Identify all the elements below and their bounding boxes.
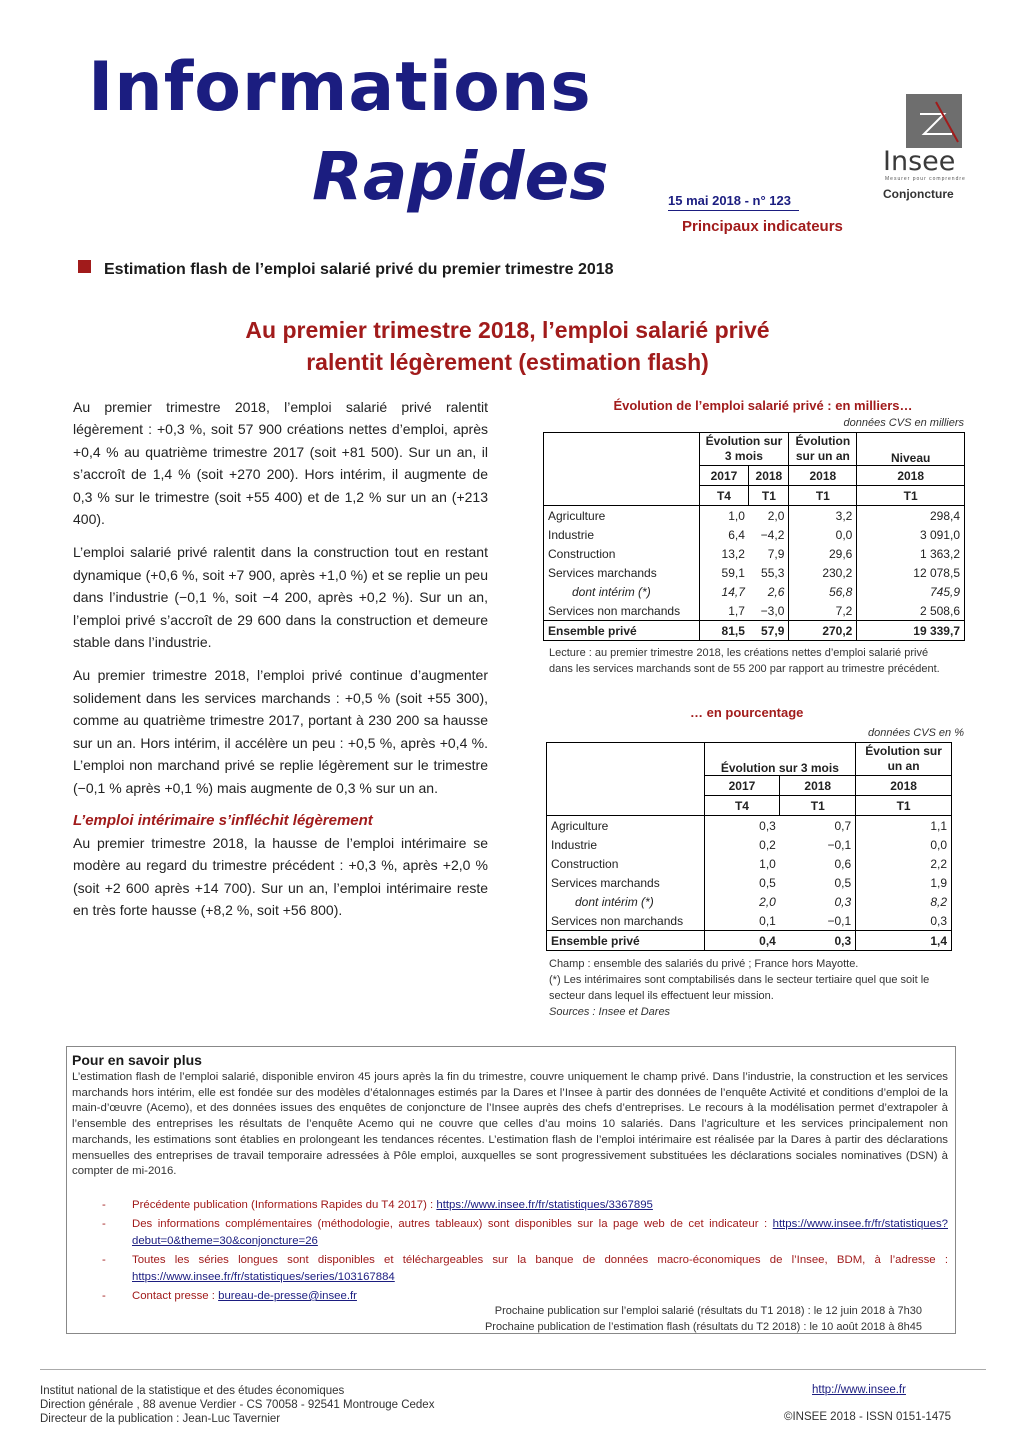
list-item xyxy=(102,1197,948,1214)
table1-header-level: Niveau xyxy=(857,433,965,466)
table-cell: 2,0 xyxy=(759,894,776,909)
table1-year: 2018 xyxy=(789,466,857,486)
table1-quarter: T1 xyxy=(857,486,965,506)
table-cell: 3,2 xyxy=(789,506,857,526)
table-row xyxy=(547,816,952,836)
more-info-text: L’estimation flash de l’emploi salarié, disponible environ 45 jours après la fin du trimestre, couvre uniquement le champ privé. Dans l’industrie, la construction et les services marchands hors intérim, elle est fondée sur des modèles d’étalonnages estimés par la Dares et l’Insee à partir des données de l’enquête Activité et conditions d’emploi de la main-d’œuvre (Acemo), et des données issues des enquêtes de conjoncture de l’Insee auprès des chefs d’entreprises. Le recours à la modélisation permet d’extrapoler à l’ensemble des entreprises les résultats de l’enquête Acemo qui ne couvre que celles d’au moins 10 salariés. Dans l’agriculture et les services principalement non marchands, les estimations sont établies en prolongeant les tendances récentes. L’estimation flash de l’emploi intérimaire est réalisée par la Dares à partir des déclarations mensuelles des entreprises de travail temporaire adressées à Pôle emploi, auxquelles se sont progressivement substituées les déclarations sociales nominatives (DSN) à compter de mi-2016. xyxy=(72,1071,948,1178)
table-cell: 0,5 xyxy=(780,873,856,892)
footer-address xyxy=(40,1384,434,1426)
table-cell: 298,4 xyxy=(929,508,960,523)
table-cell: 0,3 xyxy=(930,913,947,928)
brand-title-rapides: Rapides xyxy=(312,138,609,215)
row-label: Agriculture xyxy=(544,506,700,526)
table-cell: 0,3 xyxy=(780,931,856,951)
table2-header-year: Évolution sur un an xyxy=(856,743,952,776)
row-label: Services non marchands xyxy=(547,911,705,931)
table-cell: 55,3 xyxy=(749,563,789,582)
table-cell: 1,0 xyxy=(728,508,745,523)
table-cell: 8,2 xyxy=(930,894,947,909)
row-label: Ensemble privé xyxy=(544,621,700,641)
table-cell: 7,2 xyxy=(789,601,857,621)
table1-title: Évolution de l’emploi salarié privé : en milliers… xyxy=(613,398,913,413)
table2-title: … en pourcentage xyxy=(690,705,804,720)
table-row xyxy=(547,892,952,911)
section-heading-interim: L’emploi intérimaire s’infléchit légèrement xyxy=(73,811,373,829)
insee-logo-icon xyxy=(906,94,962,148)
table2-year: 2018 xyxy=(856,776,952,796)
table-cell: 3 091,0 xyxy=(919,527,960,542)
table-cell: 2,2 xyxy=(930,856,947,871)
headline-line-2: ralentit légèrement (estimation flash) xyxy=(306,349,709,375)
table2-year: 2018 xyxy=(780,776,856,796)
table-row xyxy=(544,544,965,563)
table-cell: 29,6 xyxy=(789,544,857,563)
table-cell: 0,0 xyxy=(930,837,947,852)
footer-divider xyxy=(40,1369,986,1370)
subtitle-bullet-icon xyxy=(78,260,91,273)
table-row-total xyxy=(547,931,952,951)
bdm-series-link[interactable]: https://www.insee.fr/fr/statistiques/series/103167884 xyxy=(132,1271,395,1283)
table-cell: −0,1 xyxy=(780,835,856,854)
row-label: Services non marchands xyxy=(544,601,700,621)
row-label: Services marchands xyxy=(547,873,705,892)
link-description: Toutes les séries longues sont disponibles et téléchargeables sur la banque de données macro-économiques de l’Insee, BDM, à l’adresse : xyxy=(132,1254,948,1266)
insee-logo-tagline: Mesurer pour comprendre xyxy=(885,176,966,182)
footer-website-link[interactable]: http://www.insee.fr xyxy=(812,1384,906,1396)
list-item xyxy=(102,1288,948,1305)
table1-units: données CVS en milliers xyxy=(843,417,964,429)
table-cell: 19 339,7 xyxy=(913,623,960,638)
table-employment-thousands xyxy=(543,432,965,641)
body-paragraph-3: Au premier trimestre 2018, l’emploi privé continue d’augmenter solidement dans les services marchands : +0,5 % (soit +55 300), comme au quatrième trimestre 2017, portant à 230 200 sa hausse sur un an. Hors intérim, il accélère un peu : +0,5 %, après +0,4 %. L’emploi non marchand privé se replie légèrement sur le trimestre (−0,1 % après +0,1 %) mais augmente de 0,3 % sur un an. xyxy=(73,667,488,796)
table1-header-3months: Évolution sur 3 mois xyxy=(699,433,789,466)
table-cell: −4,2 xyxy=(749,525,789,544)
headline xyxy=(150,314,865,378)
table-cell: 0,3 xyxy=(759,818,776,833)
table2-notes xyxy=(549,956,961,1020)
table-cell: 1,1 xyxy=(930,818,947,833)
table-row xyxy=(547,911,952,931)
table-cell: 1,0 xyxy=(759,856,776,871)
next-publication-flash: Prochaine publication de l’estimation flash (résultats du T2 2018) : le 10 août 2018 à 8h45 xyxy=(484,1321,922,1333)
table-cell: 0,7 xyxy=(780,816,856,836)
publication-subtitle: Estimation flash de l’emploi salarié privé du premier trimestre 2018 xyxy=(104,261,614,278)
table-cell: 745,9 xyxy=(929,584,960,599)
row-label: Construction xyxy=(547,854,705,873)
next-publication-salaried: Prochaine publication sur l’emploi salarié (résultats du T1 2018) : le 12 juin 2018 à 7h30 xyxy=(494,1305,922,1317)
table-cell: 2 508,6 xyxy=(919,603,960,618)
table-row xyxy=(544,563,965,582)
table-row xyxy=(547,873,952,892)
table-cell: 57,9 xyxy=(749,621,789,641)
table1-year: 2017 xyxy=(699,466,749,486)
table-cell: 270,2 xyxy=(789,621,857,641)
table2-quarter: T4 xyxy=(704,796,780,816)
body-paragraph-1: Au premier trimestre 2018, l’emploi salarié privé ralentit légèrement : +0,3 %, soit 57 900 créations nettes d’emploi, après +0,4 % au quatrième trimestre 2017 (soit +81 500). Sur un an, il s’accroît de 1,4 % (soit +270 200). Hors intérim, il augmente de 0,3 % sur le trimestre (soit +55 400) et de 1,2 % sur un an (+213 400). xyxy=(73,399,488,528)
table2-header-3months: Évolution sur 3 mois xyxy=(704,743,856,776)
table-cell: 2,0 xyxy=(749,506,789,526)
row-label: dont intérim (*) xyxy=(544,582,700,601)
table-cell: 0,1 xyxy=(759,913,776,928)
body-paragraph-2: L’emploi salarié privé ralentit dans la construction tout en restant dynamique (+0,6 %, soit +7 900, après +1,0 %) et se replie un peu dans l’industrie (−0,1 %, soit −4 200, après +0,2 %). Sur un an, l’emploi privé s’accroît de 29 600 dans la construction et demeure stable dans l’industrie. xyxy=(73,544,488,651)
body-paragraph-4: Au premier trimestre 2018, la hausse de l’emploi intérimaire se modère au regard du trimestre précédent : +0,3 %, après +2,0 % (soit +2 600 après +14 700). Sur un an, l’emploi intérimaire reste en très forte hausse (+8,2 %, soit +56 800). xyxy=(73,834,488,919)
table2-quarter: T1 xyxy=(780,796,856,816)
indicator-page-link[interactable]: https://www.insee.fr/fr/statistiques?debut=0&theme=30&conjoncture=26 xyxy=(132,1218,948,1247)
press-contact-link[interactable]: bureau-de-presse@insee.fr xyxy=(218,1290,357,1302)
table-row xyxy=(544,506,965,526)
table-cell: 6,4 xyxy=(728,527,745,542)
table-cell: 0,4 xyxy=(759,933,776,948)
table-cell: 0,3 xyxy=(780,892,856,911)
row-label: Agriculture xyxy=(547,816,705,836)
previous-publication-link[interactable]: https://www.insee.fr/fr/statistiques/3367895 xyxy=(436,1199,653,1211)
table-cell: −0,1 xyxy=(780,911,856,931)
table-cell: 14,7 xyxy=(721,584,745,599)
footer-direction: Direction générale , 88 avenue Verdier - CS 70058 - 92541 Montrouge Cedex xyxy=(40,1399,435,1411)
table-cell: 59,1 xyxy=(721,565,745,580)
list-item xyxy=(102,1216,948,1250)
table-cell: 1,9 xyxy=(930,875,947,890)
table1-quarter: T4 xyxy=(699,486,749,506)
table-cell: −3,0 xyxy=(749,601,789,621)
row-label: Industrie xyxy=(544,525,700,544)
headline-line-1: Au premier trimestre 2018, l’emploi salarié privé xyxy=(245,317,770,343)
table-cell: 230,2 xyxy=(789,563,857,582)
table-row xyxy=(544,582,965,601)
table-cell: 81,5 xyxy=(721,623,745,638)
row-label: dont intérim (*) xyxy=(547,892,705,911)
table-cell: 56,8 xyxy=(789,582,857,601)
publication-date: 15 mai 2018 - n° 123 xyxy=(668,193,791,208)
row-label: Industrie xyxy=(547,835,705,854)
table1-quarter: T1 xyxy=(749,486,789,506)
table1-reading-note: Lecture : au premier trimestre 2018, les créations nettes d’emploi salarié privé dans les services marchands sont de 55 200 par rapport au trimestre précédent. xyxy=(549,647,940,675)
link-description: Précédente publication (Informations Rapides du T4 2017) : xyxy=(132,1199,437,1211)
table-row-total xyxy=(544,621,965,641)
table2-champ: Champ : ensemble des salariés du privé ; France hors Mayotte. xyxy=(549,958,859,970)
section-label: Principaux indicateurs xyxy=(682,218,843,235)
row-label: Services marchands xyxy=(544,563,700,582)
table2-interim-note: (*) Les intérimaires sont comptabilisés dans le secteur tertiaire quel que soit le secteur dans lequel ils effectuent leur mission. xyxy=(549,974,930,1002)
more-info-links xyxy=(102,1197,948,1307)
table-cell: 7,9 xyxy=(749,544,789,563)
table-cell: 0,5 xyxy=(759,875,776,890)
brand-title-informations: Informations xyxy=(88,48,592,127)
table-row xyxy=(547,854,952,873)
table-row xyxy=(547,835,952,854)
row-label: Ensemble privé xyxy=(547,931,705,951)
table-cell: 2,6 xyxy=(749,582,789,601)
table-cell: 12 078,5 xyxy=(913,565,960,580)
table2-quarter: T1 xyxy=(856,796,952,816)
insee-logo-series: Conjoncture xyxy=(883,187,954,201)
link-description: Contact presse : xyxy=(132,1290,219,1302)
table-cell: 13,2 xyxy=(721,546,745,561)
table-cell: 0,2 xyxy=(759,837,776,852)
table-cell: 1,4 xyxy=(930,933,947,948)
table1-quarter: T1 xyxy=(789,486,857,506)
more-info-title: Pour en savoir plus xyxy=(72,1052,202,1068)
footer-director: Directeur de la publication : Jean-Luc Tavernier xyxy=(40,1413,281,1425)
table-cell: 1 363,2 xyxy=(919,546,960,561)
table-cell: 0,0 xyxy=(789,525,857,544)
table1-year: 2018 xyxy=(749,466,789,486)
footer-institute: Institut national de la statistique et des études économiques xyxy=(40,1385,345,1397)
list-item xyxy=(102,1252,948,1286)
body-text xyxy=(73,396,488,933)
table-cell: 1,7 xyxy=(728,603,745,618)
table-row xyxy=(544,601,965,621)
table2-units: données CVS en % xyxy=(867,727,964,739)
link-description: Des informations complémentaires (méthodologie, autres tableaux) sont disponibles sur la page web de cet indicateur : xyxy=(132,1218,773,1230)
insee-logo-name: Insee xyxy=(883,146,956,177)
row-label: Construction xyxy=(544,544,700,563)
table1-header-year: Évolution sur un an xyxy=(789,433,857,466)
table1-year: 2018 xyxy=(857,466,965,486)
table2-sources: Sources : Insee et Dares xyxy=(549,1006,671,1018)
table-employment-percent xyxy=(546,742,952,951)
footer-copyright: ©INSEE 2018 - ISSN 0151-1475 xyxy=(784,1411,952,1423)
table2-year: 2017 xyxy=(704,776,780,796)
table-row xyxy=(544,525,965,544)
table-cell: 0,6 xyxy=(780,854,856,873)
